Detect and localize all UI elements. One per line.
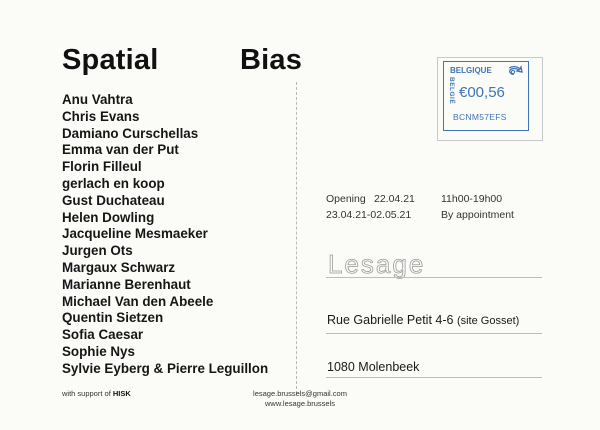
- opening-hours: 11h00-19h00: [441, 193, 503, 205]
- artist-name: Jurgen Ots: [62, 243, 133, 259]
- stamp-value: €00,56: [459, 84, 505, 101]
- title-spatial: Spatial: [62, 44, 159, 76]
- artist-name: Sophie Nys: [62, 343, 135, 359]
- support-prefix: with support of: [62, 389, 111, 398]
- logo-rule: [326, 277, 542, 278]
- venue-city: 1080 Molenbeek: [327, 360, 420, 374]
- artist-name: Chris Evans: [62, 108, 140, 124]
- venue-site-note: (site Gosset): [456, 315, 520, 327]
- artist-name: Margaux Schwarz: [62, 259, 176, 275]
- artist-name: Marianne Berenhaut: [62, 276, 191, 292]
- address-rule: [326, 333, 542, 334]
- stamp-country: BELGIQUE: [450, 66, 492, 75]
- artist-name: gerlach en koop: [62, 175, 165, 191]
- artist-name: Anu Vahtra: [62, 92, 133, 107]
- artist-name: Damiano Curschellas: [62, 125, 199, 141]
- title-bias: Bias: [240, 44, 303, 76]
- venue-logo: Lesage: [328, 249, 426, 279]
- artist-name: Jacqueline Mesmaeker: [62, 226, 208, 242]
- contact-website[interactable]: www.lesage.brussels: [264, 399, 336, 408]
- city-rule: [326, 377, 542, 378]
- opening-date: 22.04.21: [374, 193, 415, 205]
- sponsor-name: HISK: [112, 389, 131, 398]
- center-divider: [296, 82, 297, 394]
- artist-name: Gust Duchateau: [62, 192, 165, 208]
- artist-name: Quentin Sietzen: [62, 310, 164, 326]
- artist-name: Emma van der Put: [62, 142, 179, 158]
- posthorn-icon: [507, 65, 523, 77]
- stamp-code: BCNM57EFS: [453, 112, 507, 122]
- stamp-country-vertical: BELGIË: [448, 77, 455, 105]
- exhibition-note: By appointment: [441, 209, 514, 221]
- postage-stamp: [443, 61, 529, 131]
- artist-name: Sofia Caesar: [62, 327, 144, 343]
- artist-name: Helen Dowling: [62, 209, 155, 225]
- venue-street: Rue Gabrielle Petit 4-6: [327, 313, 454, 327]
- contact-email[interactable]: lesage.brussels@gmail.com: [253, 389, 347, 398]
- support-credit: [62, 389, 131, 398]
- artist-list: [62, 92, 268, 378]
- artist-name: Michael Van den Abeele: [62, 293, 214, 309]
- artist-name: Florin Filleul: [62, 159, 142, 175]
- venue-address: [327, 313, 519, 327]
- artist-name: Sylvie Eyberg & Pierre Leguillon: [62, 360, 269, 376]
- opening-label: Opening: [326, 193, 366, 205]
- exhibition-dates: 23.04.21-02.05.21: [326, 209, 412, 221]
